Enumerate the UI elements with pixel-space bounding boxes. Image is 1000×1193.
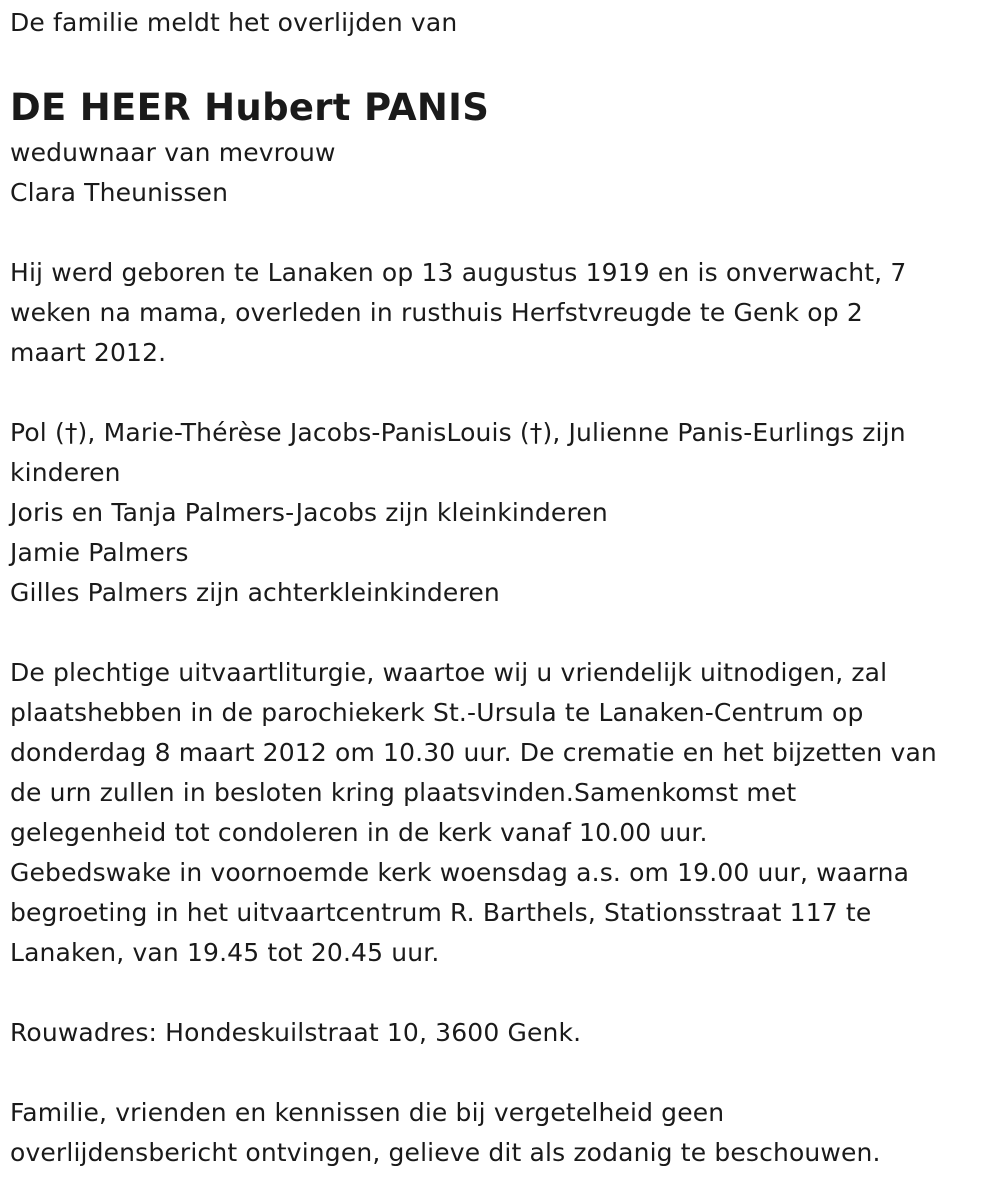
ceremony-paragraph [10,653,990,973]
obituary-notice [0,3,1000,1193]
ceremony-line: De plechtige uitvaartliturgie, waartoe wij u vriendelijk uitnodigen, zal [10,658,888,687]
ceremony-line: plaatshebben in de parochiekerk St.-Ursula te Lanaken-Centrum op [10,698,864,727]
family-line: kinderen [10,458,121,487]
family-line: Gilles Palmers zijn achterkleinkinderen [10,578,500,607]
intro-text: De familie meldt het overlijden van [10,8,458,37]
spacer [10,973,990,1013]
birth-line: maart 2012. [10,338,167,367]
family-line: Pol (†), Marie-Thérèse Jacobs-PanisLouis (†), Julienne Panis-Eurlings zijn [10,418,906,447]
ceremony-line: gelegenheid tot condoleren in de kerk vanaf 10.00 uur. [10,818,708,847]
closing-paragraph [10,1093,990,1173]
birth-paragraph [10,253,990,373]
mourning-address: Rouwadres: Hondeskuilstraat 10, 3600 Genk. [10,1018,582,1047]
ceremony-line: Gebedswake in voornoemde kerk woensdag a.s. om 19.00 uur, waarna [10,858,910,887]
family-paragraph [10,413,990,613]
spacer [10,613,990,653]
deceased-name: DE HEER Hubert PANIS [10,86,490,129]
closing-line: Familie, vrienden en kennissen die bij vergetelheid geen [10,1098,725,1127]
closing-line: overlijdensbericht ontvingen, gelieve dit als zodanig te beschouwen. [10,1138,881,1167]
spacer [10,1053,990,1093]
ceremony-line: Lanaken, van 19.45 tot 20.45 uur. [10,938,440,967]
birth-line: weken na mama, overleden in rusthuis Herfstvreugde te Genk op 2 [10,298,863,327]
family-line: Jamie Palmers [10,538,189,567]
ceremony-line: de urn zullen in besloten kring plaatsvinden.Samenkomst met [10,778,797,807]
family-line: Joris en Tanja Palmers-Jacobs zijn kleinkinderen [10,498,608,527]
spouse-line-2: Clara Theunissen [10,178,229,207]
birth-line: Hij werd geboren te Lanaken op 13 augustus 1919 en is onverwacht, 7 [10,258,907,287]
spacer [10,373,990,413]
spacer [10,213,990,253]
ceremony-line: donderdag 8 maart 2012 om 10.30 uur. De crematie en het bijzetten van [10,738,937,767]
ceremony-line: begroeting in het uitvaartcentrum R. Barthels, Stationsstraat 117 te [10,898,872,927]
spouse-line-1: weduwnaar van mevrouw [10,138,336,167]
